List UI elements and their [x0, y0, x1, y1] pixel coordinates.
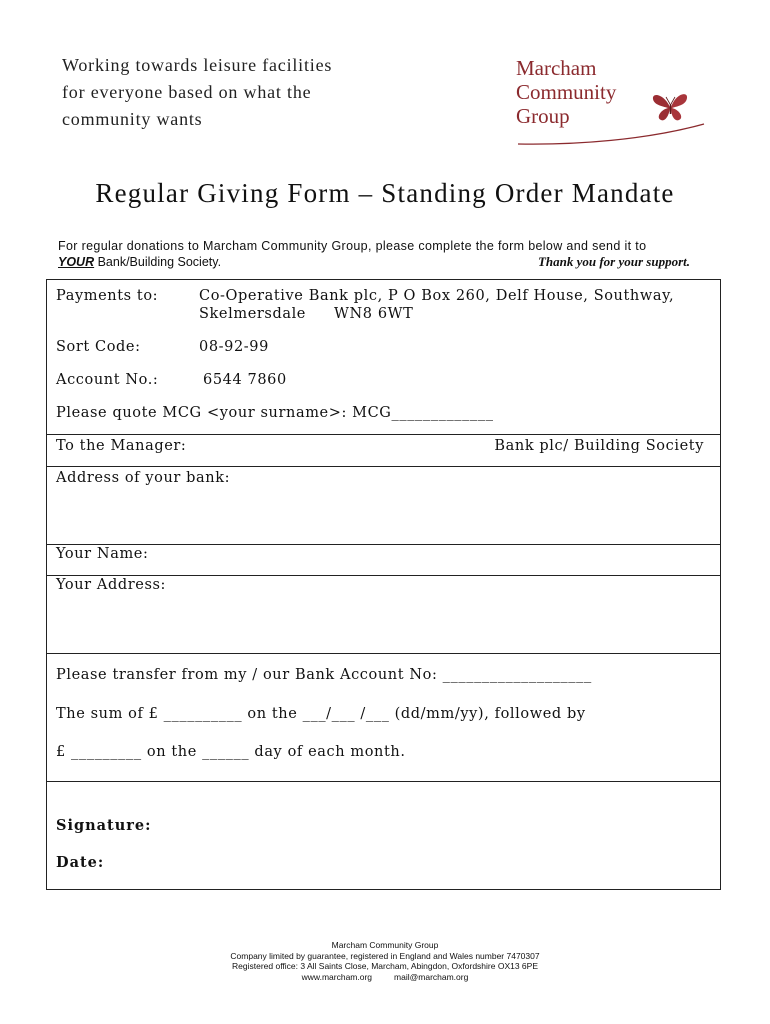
bank-label: Bank plc/ Building Society — [494, 438, 704, 454]
signature-field[interactable]: Signature: — [56, 817, 152, 834]
payments-to-value-line1: Co-Operative Bank plc, P O Box 260, Delf House, Southway, — [199, 288, 675, 304]
payments-to-label: Payments to: — [56, 288, 159, 304]
logo-line: Marcham — [516, 56, 597, 80]
divider — [47, 434, 720, 435]
logo-line: Community — [516, 80, 617, 104]
payments-to-value-line2b: WN8 6WT — [334, 306, 414, 322]
footer-company: Company limited by guarantee, registered in England and Wales number 7470307 — [230, 950, 540, 961]
page-title: Regular Giving Form – Standing Order Mandate — [95, 178, 675, 208]
tagline-line: community wants — [62, 109, 203, 129]
date-field[interactable]: Date: — [56, 854, 105, 871]
divider — [47, 466, 720, 467]
tagline — [62, 52, 362, 133]
intro-text — [58, 238, 690, 270]
footer-org: Marcham Community Group — [331, 940, 439, 950]
divider — [47, 653, 720, 654]
reference-field[interactable]: Please quote MCG <your surname>: MCG_____________ — [56, 405, 494, 421]
your-address-field[interactable]: Your Address: — [56, 577, 167, 593]
email-link[interactable]: mail@marcham.org — [394, 971, 469, 982]
divider — [47, 575, 720, 576]
tagline-line: Working towards leisure facilities — [62, 55, 333, 75]
your-name-field[interactable]: Your Name: — [56, 546, 149, 562]
account-no-value: 6544 7860 — [203, 372, 287, 388]
intro-line-2 — [58, 254, 690, 270]
account-no-label: Account No.: — [56, 372, 159, 388]
sort-code-value: 08-92-99 — [199, 339, 269, 355]
swoosh-decoration — [516, 122, 706, 146]
sort-code-label: Sort Code: — [56, 339, 141, 355]
your-emphasis: YOUR — [58, 255, 95, 269]
footer — [0, 940, 770, 982]
footer-office: Registered office: 3 All Saints Close, Marcham, Abingdon, Oxfordshire OX13 6PE — [232, 961, 538, 971]
mandate-form — [46, 279, 721, 890]
divider — [47, 781, 720, 782]
website-link[interactable]: www.marcham.org — [301, 971, 373, 982]
intro-line-2-rest: Bank/Building Society. — [94, 255, 222, 269]
butterfly-icon — [650, 90, 690, 124]
account-number-field[interactable]: Please transfer from my / our Bank Account No: ___________________ — [56, 667, 592, 683]
tagline-line: for everyone based on what the — [62, 82, 312, 102]
thanks-note: Thank you for your support. — [537, 254, 690, 269]
footer-contacts — [0, 972, 770, 983]
sum-date-field[interactable]: The sum of £ __________ on the ___/___ /___ (dd/mm/yy), followed by — [56, 706, 586, 722]
payments-to-value-line2a: Skelmersdale — [199, 306, 306, 322]
divider — [47, 544, 720, 545]
logo — [516, 56, 716, 146]
logo-line: Group — [516, 104, 570, 128]
monthly-day-field[interactable]: £ _________ on the ______ day of each month. — [56, 744, 406, 760]
manager-label: To the Manager: — [56, 438, 187, 454]
intro-line-1: For regular donations to Marcham Community Group, please complete the form below and send it to — [58, 239, 647, 253]
bank-address-field[interactable]: Address of your bank: — [56, 470, 231, 486]
